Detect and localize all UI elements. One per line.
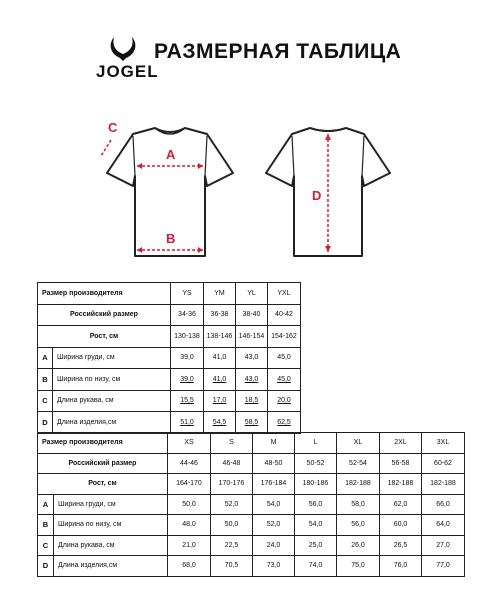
value-cell: 60-62	[422, 453, 465, 474]
value-cell: 46-48	[211, 453, 253, 474]
header-label: Размер производителя	[38, 283, 171, 305]
value-cell: 176-184	[253, 474, 295, 495]
value-cell: 182-188	[337, 474, 380, 495]
value-cell: 52-54	[337, 453, 380, 474]
size-cell: YM	[204, 283, 236, 305]
value-cell: 48,0	[168, 515, 211, 536]
size-cell: 2XL	[380, 433, 422, 454]
row-label: Длина рукава, см	[54, 535, 168, 556]
row-letter: C	[38, 535, 54, 556]
value-cell: 170-176	[211, 474, 253, 495]
size-cell: YXL	[268, 283, 301, 305]
value-cell: 39,0	[171, 369, 204, 391]
value-cell: 45,0	[268, 369, 301, 391]
label-d: D	[312, 188, 322, 203]
row-letter: B	[38, 515, 54, 536]
value-cell: 58,0	[337, 494, 380, 515]
value-cell: 26,5	[380, 535, 422, 556]
value-cell: 24,0	[253, 535, 295, 556]
size-cell: M	[253, 433, 295, 454]
value-cell: 66,0	[422, 494, 465, 515]
value-cell: 22,5	[211, 535, 253, 556]
table-row	[38, 474, 465, 495]
value-cell: 56,0	[337, 515, 380, 536]
value-cell: 50-52	[295, 453, 337, 474]
value-cell: 164-170	[168, 474, 211, 495]
value-cell: 21,0	[168, 535, 211, 556]
value-cell: 45,0	[268, 347, 301, 369]
value-cell: 58,5	[236, 412, 268, 434]
row-letter: B	[38, 369, 53, 391]
row-label: Ширина груди, см	[53, 347, 171, 369]
table-row	[38, 283, 301, 305]
value-cell: 27,0	[422, 535, 465, 556]
tshirt-back-diagram	[258, 118, 398, 263]
size-table-youth	[37, 282, 301, 434]
value-cell: 75,0	[337, 556, 380, 577]
label-b: B	[166, 231, 176, 246]
value-cell: 70,5	[211, 556, 253, 577]
row-label: Рост, см	[38, 474, 168, 495]
value-cell: 43,0	[236, 347, 268, 369]
size-cell: YS	[171, 283, 204, 305]
page-title: РАЗМЕРНАЯ ТАБЛИЦА	[154, 40, 402, 63]
table-row	[38, 347, 301, 369]
value-cell: 54,0	[253, 494, 295, 515]
value-cell: 62,0	[380, 494, 422, 515]
value-cell: 180-186	[295, 474, 337, 495]
value-cell: 60,0	[380, 515, 422, 536]
table-row	[38, 326, 301, 348]
row-label: Длина изделия,см	[53, 412, 171, 434]
value-cell: 36-38	[204, 304, 236, 326]
row-label: Ширина груди, см	[54, 494, 168, 515]
size-cell: L	[295, 433, 337, 454]
brand-name: JOGEL	[96, 62, 159, 81]
value-cell: 68,0	[168, 556, 211, 577]
table-row	[38, 369, 301, 391]
value-cell: 43,0	[236, 369, 268, 391]
value-cell: 50,0	[168, 494, 211, 515]
value-cell: 62,5	[268, 412, 301, 434]
table-row	[38, 556, 465, 577]
value-cell: 18,5	[236, 390, 268, 412]
value-cell: 41,0	[204, 347, 236, 369]
size-table-adult	[37, 432, 465, 577]
table-row	[38, 494, 465, 515]
value-cell: 38-40	[236, 304, 268, 326]
value-cell: 26,0	[337, 535, 380, 556]
value-cell: 50,0	[211, 515, 253, 536]
size-cell: 3XL	[422, 433, 465, 454]
value-cell: 39,0	[171, 347, 204, 369]
table-row	[38, 390, 301, 412]
value-cell: 56,0	[295, 494, 337, 515]
value-cell: 20,0	[268, 390, 301, 412]
value-cell: 52,0	[211, 494, 253, 515]
value-cell: 73,0	[253, 556, 295, 577]
row-letter: C	[38, 390, 53, 412]
size-cell: XL	[337, 433, 380, 454]
value-cell: 17,0	[204, 390, 236, 412]
value-cell: 41,0	[204, 369, 236, 391]
value-cell: 74,0	[295, 556, 337, 577]
row-label: Длина изделия,см	[54, 556, 168, 577]
label-c: C	[108, 120, 118, 135]
table-row	[38, 433, 465, 454]
value-cell: 182-188	[380, 474, 422, 495]
row-label: Ширина по низу, см	[54, 515, 168, 536]
row-letter: A	[38, 494, 54, 515]
value-cell: 146-154	[236, 326, 268, 348]
value-cell: 64,0	[422, 515, 465, 536]
size-cell: XS	[168, 433, 211, 454]
row-label: Длина рукава, см	[53, 390, 171, 412]
value-cell: 52,0	[253, 515, 295, 536]
table-row	[38, 412, 301, 434]
value-cell: 76,0	[380, 556, 422, 577]
jogel-emblem-icon	[106, 36, 140, 62]
value-cell: 25,0	[295, 535, 337, 556]
row-letter: A	[38, 347, 53, 369]
value-cell: 54,5	[204, 412, 236, 434]
value-cell: 130-138	[171, 326, 204, 348]
value-cell: 44-46	[168, 453, 211, 474]
value-cell: 77,0	[422, 556, 465, 577]
row-label: Российский размер	[38, 453, 168, 474]
header-label: Размер производителя	[38, 433, 168, 454]
row-letter: D	[38, 412, 53, 434]
value-cell: 34-36	[171, 304, 204, 326]
value-cell: 40-42	[268, 304, 301, 326]
size-cell: S	[211, 433, 253, 454]
row-letter: D	[38, 556, 54, 577]
table-row	[38, 304, 301, 326]
value-cell: 15,5	[171, 390, 204, 412]
row-label: Рост, см	[38, 326, 171, 348]
table-row	[38, 515, 465, 536]
size-cell: YL	[236, 283, 268, 305]
value-cell: 138-146	[204, 326, 236, 348]
label-a: A	[166, 147, 176, 162]
value-cell: 56-58	[380, 453, 422, 474]
table-row	[38, 535, 465, 556]
table-row	[38, 453, 465, 474]
row-label: Ширина по низу, см	[53, 369, 171, 391]
value-cell: 54,0	[295, 515, 337, 536]
value-cell: 182-188	[422, 474, 465, 495]
value-cell: 154-162	[268, 326, 301, 348]
value-cell: 48-50	[253, 453, 295, 474]
brand-logo	[96, 36, 159, 96]
value-cell: 51,0	[171, 412, 204, 434]
row-label: Российский размер	[38, 304, 171, 326]
